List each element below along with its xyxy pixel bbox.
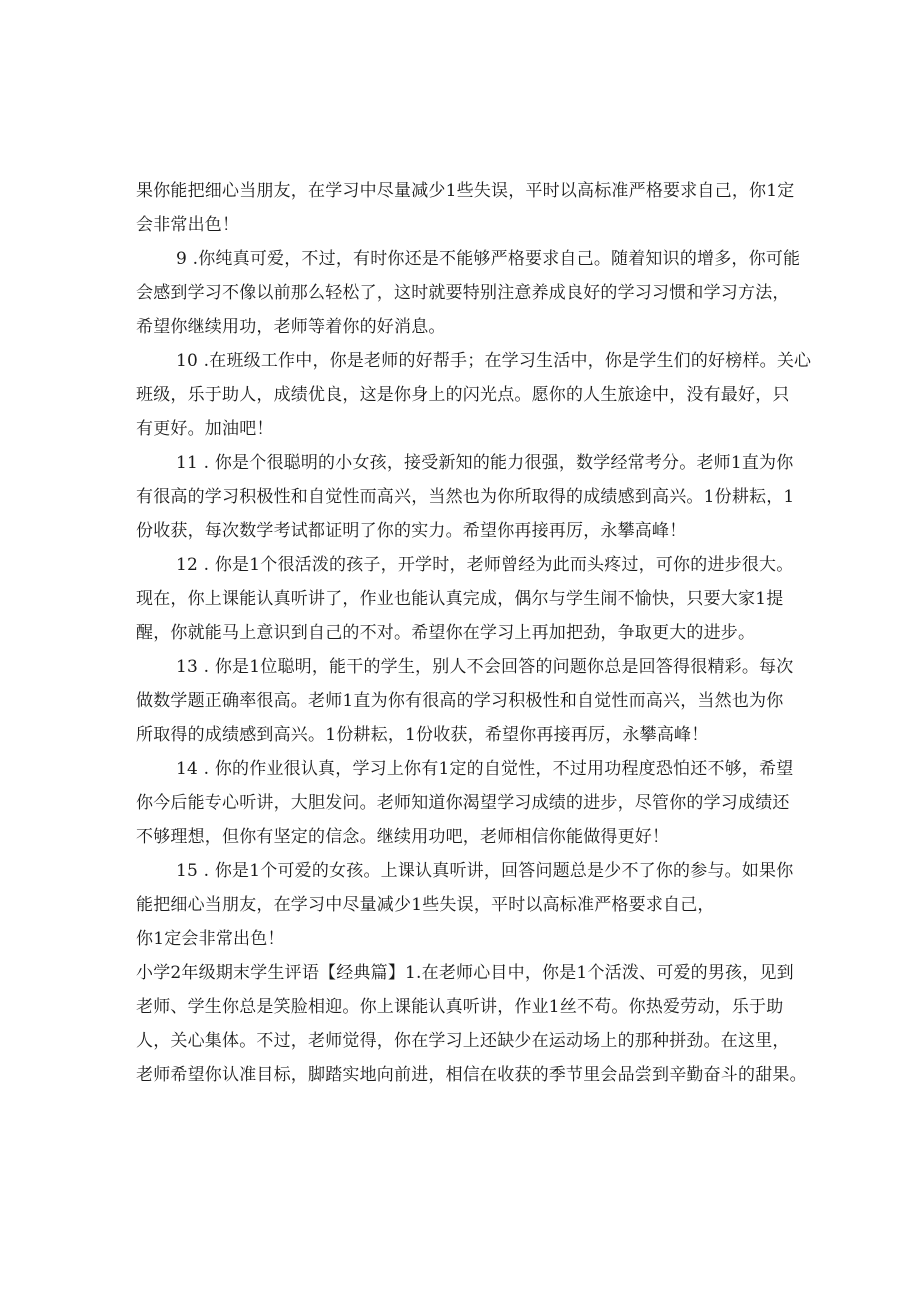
text-line: 班级，乐于助人，成绩优良，这是你身上的闪光点。愿你的人生旅途中，没有最好，只: [136, 385, 790, 405]
text-line: 老师希望你认准目标，脚踏实地向前进，相信在收获的季节里会品尝到辛勤奋斗的甜果。: [136, 1065, 807, 1085]
comment-14-line: 14 . 你的作业很认真，学习上你有1定的自觉性，不过用功程度恐怕还不够，希望: [176, 759, 794, 779]
text-line: 会非常出色！: [136, 215, 240, 235]
document-body: [136, 174, 812, 1092]
text-line: 你1定会非常出色！: [136, 929, 285, 949]
text-line: 份收获，每次数学考试都证明了你的实力。希望你再接再厉，永攀高峰！: [136, 521, 687, 541]
text-line: 做数学题正确率很高。老师1直为你有很高的学习积极性和自觉性而高兴，当然也为你: [136, 691, 784, 711]
text-line: 老师、学生你总是笑脸相迎。你上课能认真听讲，作业1丝不苟。你热爱劳动，乐于助: [136, 997, 784, 1017]
text-line: 人，关心集体。不过，老师觉得，你在学习上还缺少在运动场上的那种拼劲。在这里，: [136, 1031, 790, 1051]
comment-10-line: 10 .在班级工作中，你是老师的好帮手；在学习生活中，你是学生们的好榜样。关心: [176, 351, 812, 371]
text-line: 能把细心当朋友，在学习中尽量减少1些失误，平时以高标准严格要求自己，: [136, 895, 715, 915]
text-line: 有很高的学习积极性和自觉性而高兴，当然也为你所取得的成绩感到高兴。1份耕耘，1: [136, 487, 795, 507]
comment-12-line: 12 . 你是1个很活泼的孩子，开学时，老师曾经为此而头疼过，可你的进步很大。: [176, 555, 794, 575]
text-line: 会感到学习不像以前那么轻松了，这时就要特别注意养成良好的学习习惯和学习方法，: [136, 283, 790, 303]
comment-11-line: 11 . 你是个很聪明的小女孩，接受新知的能力很强，数学经常考分。老师1直为你: [176, 453, 794, 473]
text-line: 所取得的成绩感到高兴。1份耕耘，1份收获，希望你再接再厉，永攀高峰！: [136, 725, 709, 745]
comment-13-line: 13 . 你是1位聪明，能干的学生，别人不会回答的问题你总是回答得很精彩。每次: [176, 657, 794, 677]
comment-9-line: 9 .你纯真可爱，不过，有时你还是不能够严格要求自己。随着知识的增多，你可能: [176, 249, 801, 269]
text-line: 醒，你就能马上意识到自己的不对。希望你在学习上再加把劲，争取更大的进步。: [136, 623, 756, 643]
text-line: 现在，你上课能认真听讲了，作业也能认真完成，偶尔与学生闹不愉快，只要大家1提: [136, 589, 784, 609]
section-heading-line: 小学2年级期末学生评语【经典篇】1.在老师心目中，你是1个活泼、可爱的男孩，见到: [136, 963, 794, 983]
text-line: 希望你继续用功，老师等着你的好消息。: [136, 317, 446, 337]
text-line: 你今后能专心听讲，大胆发问。老师知道你渴望学习成绩的进步，尽管你的学习成绩还: [136, 793, 790, 813]
text-line: 果你能把细心当朋友，在学习中尽量减少1些失误，平时以高标准严格要求自己，你1定: [136, 181, 795, 201]
comment-15-line: 15 . 你是1个可爱的女孩。上课认真听讲，回答问题总是少不了你的参与。如果你: [176, 861, 794, 881]
text-line: 不够理想，但你有坚定的信念。继续用功吧，老师相信你能做得更好！: [136, 827, 670, 847]
text-line: 有更好。加油吧！: [136, 419, 274, 439]
